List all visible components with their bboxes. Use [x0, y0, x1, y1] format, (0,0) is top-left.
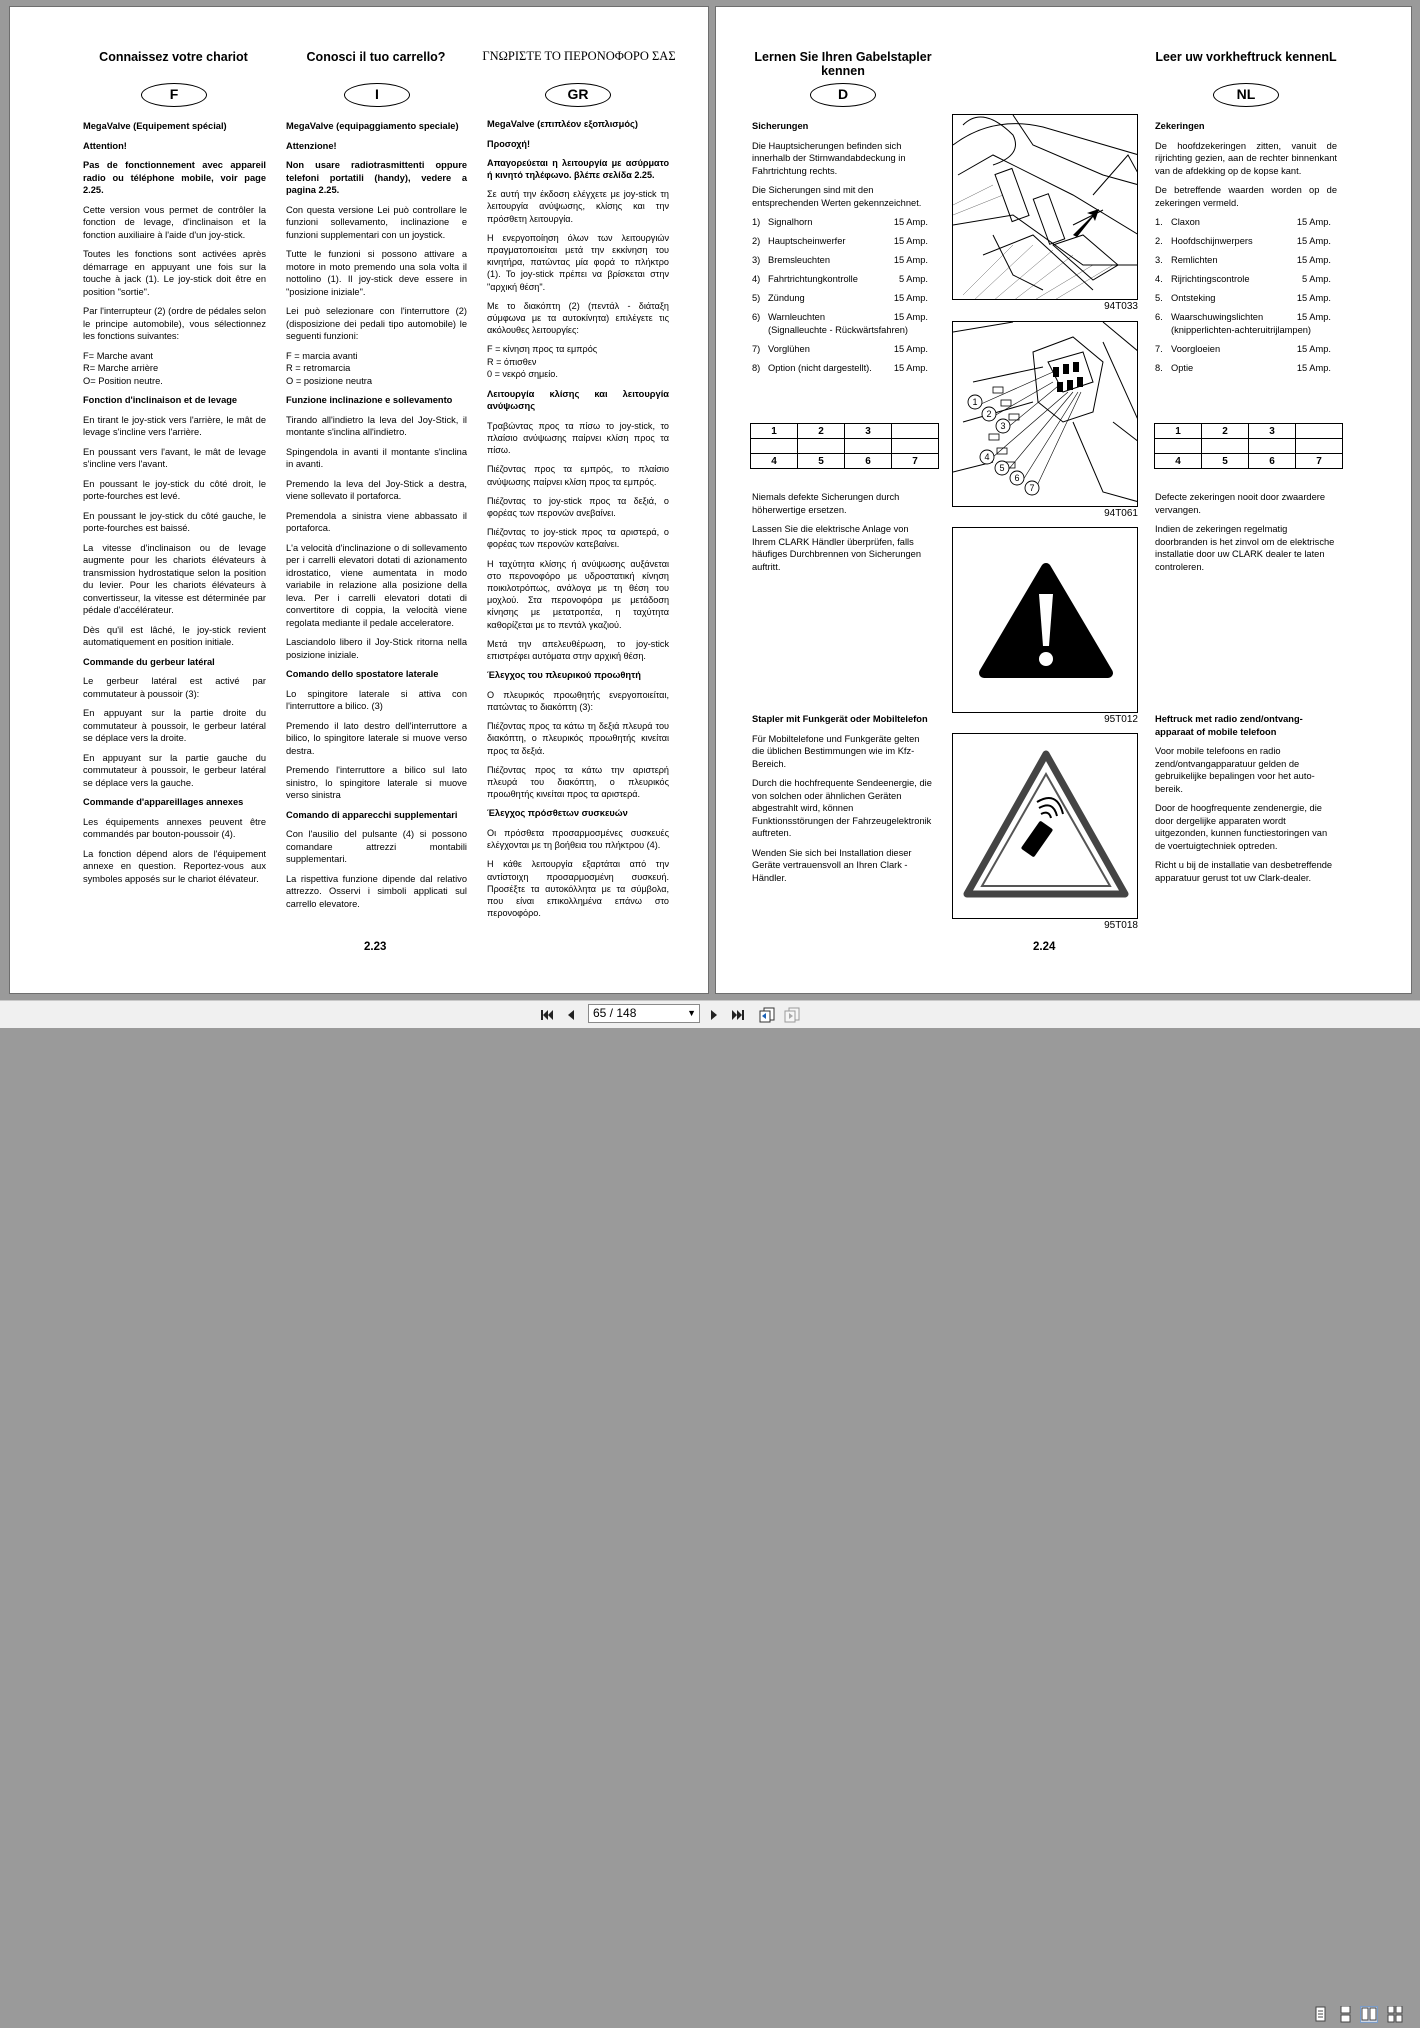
fuse-cell: 7: [1296, 454, 1343, 469]
paragraph: La vitesse d'inclinaison ou de levage augmente pour les chariots élévateurs à transmission hydrostatique selon la position du levier. Pour les chariots élévateurs à convertisseur, la vitesse est déterminée par pédale d'accélérateur.: [83, 542, 266, 615]
heading: Zekeringen: [1155, 121, 1205, 131]
fuse-callout: 5: [999, 463, 1005, 473]
paragraph: Con questa versione Lei può controllare le funzioni sollevamento, inclinazione e funzioni supplementari con un joystick.: [286, 204, 467, 240]
list-item: O = posizione neutra: [286, 375, 373, 386]
fuse-amperage: 15 Amp.: [893, 362, 928, 373]
attention-label: Προσοχή!: [487, 138, 531, 149]
fuse-list-item: [1155, 254, 1337, 267]
fuse-label: Claxon: [1171, 217, 1200, 227]
continuous-facing-view-button[interactable]: [1386, 2006, 1404, 2023]
direction-list: [286, 350, 467, 388]
paragraph: Premendo l'interruttore a bilico sul lato sinistro, lo spingitore laterale si muove verso sinistra: [286, 765, 467, 800]
fuse-label: Hoofdschijnwerpers: [1171, 236, 1253, 246]
fuse-list-item: [1155, 343, 1337, 356]
heading: Commande du gerbeur latéral: [83, 656, 215, 667]
fuse-number: 1): [752, 217, 761, 227]
paragraph: Premendo la leva del Joy-Stick a destra, viene sollevato il portaforca.: [286, 478, 467, 501]
fuse-label: Signalhorn: [768, 217, 813, 227]
paragraph: Πιέζοντας προς τα εμπρός, το πλαίσιο ανύψωσης παίρνει κλίση προς τα εμπρός.: [487, 464, 669, 487]
fuse-list-item: [752, 311, 934, 336]
paragraph: Indien de zekeringen regelmatig doorbranden is het zinvol om de elektrische installatie door uw CLARK dealer te laten controleren.: [1155, 524, 1335, 572]
warning-text: Non usare radiotrasmittenti oppure telefoni portatili (handy), vedere a pagina 2.25.: [286, 160, 467, 195]
direction-list: [487, 343, 669, 381]
paragraph: Door de hoogfrequente zendenergie, die door dergelijke apparaten wordt uitgezonden, kunnen functiestoringen van de voertuigtechniek optreden.: [1155, 803, 1328, 851]
fuse-cell: 5: [1202, 454, 1249, 469]
fuse-list: [1155, 216, 1337, 374]
paragraph: Wenden Sie sich bei Installation dieser Geräte vertrauensvoll an Ihren Clark -Händler.: [752, 847, 912, 883]
fuse-cell: 1: [751, 424, 798, 439]
continuous-facing-icon: [1386, 2006, 1404, 2023]
fuse-callout: 6: [1014, 473, 1020, 483]
fuse-list-item: [1155, 235, 1337, 248]
fuse-cell: [892, 424, 939, 439]
language-badge-nl: NL: [1213, 83, 1279, 107]
list-item: R= Marche arrière: [83, 363, 159, 373]
fuse-amperage: 15 Amp.: [893, 343, 928, 354]
continuous-view-button[interactable]: [1336, 2006, 1354, 2023]
fuse-list-item: [752, 254, 934, 267]
heading: Έλεγχος πρόσθετων συσκευών: [487, 808, 628, 819]
fuse-list-item: [1155, 216, 1337, 229]
fuse-cell: 2: [1202, 424, 1249, 439]
fuse-list-item: [1155, 292, 1337, 305]
figure-caption: 95T012: [1104, 714, 1138, 725]
forward-view-icon: [783, 1007, 801, 1023]
paragraph: Niemals defekte Sicherungen durch höherwertige ersetzen.: [752, 492, 900, 515]
list-item: F = marcia avanti: [286, 350, 358, 361]
paragraph: Tutte le funzioni si possono attivare a motore in moto premendo una sola volta il nottolino (1). Il joy-stick deve essere in "posizione iniziale".: [286, 249, 467, 297]
figure-caption: 95T018: [1104, 920, 1138, 931]
fuse-callout: 2: [986, 409, 992, 419]
figure-fuse-box: [952, 321, 1138, 507]
list-item: O= Position neutre.: [83, 375, 163, 386]
paragraph: Ο πλευρικός προωθητής ενεργοποιείται, πατώντας το διακόπτη (3):: [487, 689, 669, 712]
page-number-value: 65 / 148: [593, 1006, 637, 1020]
fuse-amperage: 15 Amp.: [1296, 217, 1331, 227]
fuse-list-item: [752, 292, 934, 305]
page-2-24: [715, 6, 1412, 994]
column-greek: [487, 118, 669, 926]
list-item: F = κίνηση προς τα εμπρός: [487, 344, 598, 355]
paragraph: Με το διακόπτη (2) (πεντάλ - διάταξη σύμφωνα με τα αυτοκίνητα) επιλέγετε τις ακόλουθες λειτουργίες:: [487, 300, 669, 336]
mobile-phone-warning-icon: [953, 734, 1138, 919]
paragraph: La fonction dépend alors de l'équipement annexe en question. Reportez-vous aux symboles apposés sur le chariot élévateur.: [83, 848, 266, 884]
paragraph: En tirant le joy-stick vers l'arrière, le mât de levage s'incline vers l'arrière.: [83, 414, 266, 437]
paragraph: Πιέζοντας το joy-stick προς τα δεξιά, ο φορέας των περονών ανεβαίνει.: [487, 495, 669, 519]
fuse-label: Waarschuwingslichten: [1171, 312, 1264, 322]
paragraph: Spingendola in avanti il montante s'inclina in avanti.: [286, 446, 467, 469]
paragraph: Premendola a sinistra viene abbassato il portaforca.: [286, 510, 467, 533]
fuse-amperage: 15 Amp.: [893, 236, 928, 246]
fuse-amperage: 15 Amp.: [893, 255, 928, 265]
fuse-list: [752, 216, 934, 374]
fuse-amperage: 15 Amp.: [1296, 343, 1331, 354]
go-forward-view-button[interactable]: [782, 1006, 802, 1024]
column-dutch: [1155, 120, 1337, 381]
fuse-label: Rijrichtingscontrole: [1171, 274, 1250, 284]
paragraph: Lei può selezionare con l'interruttore (2) (disposizione dei pedali tipo automobile) le seguenti funzioni:: [286, 306, 467, 341]
fuse-amperage: 15 Amp.: [1296, 236, 1331, 246]
column-german: [752, 120, 934, 381]
single-page-icon: [1311, 2006, 1329, 2023]
language-badge-d: D: [810, 83, 876, 107]
heading: Commande d'appareillages annexes: [83, 797, 244, 807]
facing-pages-icon: [1361, 2007, 1377, 2022]
paragraph: En appuyant sur la partie gauche du commutateur à poussoir, le gerbeur latéral se déplace vers la gauche.: [83, 752, 266, 788]
column-german-radio: [752, 713, 934, 891]
figure-caption: 94T061: [1104, 508, 1138, 519]
paragraph: Πιέζοντας προς τα κάτω την αριστερή πλευρά του διακόπτη, ο πλευρικός προωθητής κινείται προς τα αριστερά.: [487, 764, 669, 800]
fuse-number: 5): [752, 293, 761, 303]
fuse-number: 2.: [1155, 236, 1163, 246]
paragraph: Μετά την απελευθέρωση, το joy-stick επιστρέφει αυτόματα στην αρχική θέση.: [487, 638, 669, 662]
fuse-list-item: [752, 273, 934, 286]
fuse-list-item: [1155, 311, 1337, 336]
list-item: 0 = νεκρό σημείο.: [487, 369, 558, 380]
paragraph: Πιέζοντας προς τα κάτω τη δεξιά πλευρά του διακόπτη, ο πλευρικός προωθητής κινείται προς τα δεξιά.: [487, 721, 669, 756]
language-badge-gr: GR: [545, 83, 611, 107]
direction-list: [83, 350, 266, 388]
figure-warning-sign: [952, 527, 1138, 713]
fuse-number: 5.: [1155, 293, 1163, 303]
paragraph: Les équipements annexes peuvent être commandés par bouton-poussoir (4).: [83, 816, 266, 839]
paragraph: Par l'interrupteur (2) (ordre de pédales selon le principe automobile), vous sélectionnez les fonctions suivantes:: [83, 306, 266, 341]
fuse-callout: 4: [984, 452, 990, 462]
fuse-layout-table: [1154, 423, 1343, 469]
paragraph: Οι πρόσθετα προσαρμοσμένες συσκευές ελέγχονται με τη βοήθεια του πλήκτρου (4).: [487, 827, 669, 851]
fuse-cell: 4: [1155, 454, 1202, 469]
page-number: 2.24: [1033, 941, 1056, 953]
paragraph: Πιέζοντας το joy-stick προς τα αριστερά, ο φορέας των περονών κατεβαίνει.: [487, 527, 669, 550]
facing-pages-view-button[interactable]: [1360, 2006, 1378, 2023]
fuse-label: Ontsteking: [1171, 293, 1216, 303]
fuse-cell: 6: [845, 454, 892, 469]
heading: Λειτουργία κλίσης και λειτουργία ανύψωσης: [487, 388, 669, 412]
fuse-list-item: [1155, 362, 1337, 375]
fuse-cell: 2: [798, 424, 845, 439]
fuse-number: 8.: [1155, 362, 1163, 373]
fuse-label: Bremsleuchten: [768, 255, 831, 265]
fuse-number: 8): [752, 362, 761, 373]
fuse-callout: 3: [1000, 421, 1006, 431]
fuse-sublabel: (knipperlichten-achteruitrijlampen): [1171, 324, 1312, 335]
figure-dashboard-pedals: [952, 114, 1138, 300]
warning-text: Pas de fonctionnement avec appareil radio ou téléphone mobile, voir page 2.25.: [83, 160, 266, 195]
fuse-list-item: [752, 235, 934, 248]
go-back-view-button[interactable]: [757, 1006, 777, 1024]
paragraph: Die Sicherungen sind mit den entsprechenden Werten gekennzeichnet.: [752, 185, 922, 208]
fuse-number: 3.: [1155, 255, 1163, 265]
fuse-label: Warnleuchten: [768, 312, 826, 322]
heading: Comando dello spostatore laterale: [286, 669, 439, 679]
document-viewer[interactable]: [0, 0, 1420, 1000]
fuse-cell: 3: [1249, 424, 1296, 439]
fuse-sublabel: (Signalleuchte - Rückwärtsfahren): [768, 324, 909, 335]
paragraph: Η κάθε λειτουργία εξαρτάται από την αντίστοιχη προσαρμοσμένη συσκευή. Προσέξτε τα αυτοκόλλητα με τα σύμβολα, που είναι επικολλημένα επάνω στο περονοφόρο.: [487, 859, 669, 919]
fuse-label: Voorgloeien: [1171, 343, 1221, 354]
fuse-amperage: 15 Amp.: [893, 217, 928, 227]
title-french: Connaissez votre chariot: [99, 50, 248, 64]
fuse-cell: 5: [798, 454, 845, 469]
column-dutch-radio: [1155, 713, 1337, 891]
heading: Stapler mit Funkgerät oder Mobiltelefon: [752, 714, 928, 724]
figure-mobile-phone-sign: [952, 733, 1138, 919]
previous-page-icon: [565, 1008, 577, 1022]
paragraph: La rispettiva funzione dipende dal relativo attrezzo. Osservi i simboli applicati sul carrello elevatore.: [286, 873, 467, 909]
paragraph: Die Hauptsicherungen befinden sich innerhalb der Stirnwandabdeckung in Fahrtrichtung rechts.: [752, 140, 906, 176]
paragraph: Dès qu'il est lâché, le joy-stick revient automatiquement en position initiale.: [83, 624, 266, 647]
fuse-number: 6): [752, 312, 761, 322]
attention-label: Attenzione!: [286, 140, 337, 151]
fuse-cell: 6: [1249, 454, 1296, 469]
paragraph: Tirando all'indietro la leva del Joy-Stick, il montante s'inclina all'indietro.: [286, 414, 467, 437]
fuse-callout: 7: [1029, 483, 1035, 493]
paragraph: De betreffende waarden worden op de zekeringen vermeld.: [1155, 185, 1337, 208]
fuse-amperage: 5 Amp.: [899, 274, 928, 284]
paragraph: Le gerbeur latéral est activé par commutateur à poussoir (3):: [83, 676, 266, 699]
paragraph: En poussant le joy-stick du côté droit, le porte-fourches est levé.: [83, 478, 266, 501]
dashboard-pedals-illustration: [953, 115, 1138, 300]
paragraph: Richt u bij de installatie van desbetreffende apparatuur gerust tot uw Clark-dealer.: [1155, 860, 1333, 883]
paragraph: Lo spingitore laterale si attiva con l'interruttore a bilico. (3): [286, 688, 467, 711]
first-page-icon: [540, 1008, 554, 1022]
fuse-label: Vorglühen: [768, 343, 810, 354]
paragraph: En poussant le joy-stick du côté gauche, le porte-fourches est baissé.: [83, 510, 266, 533]
language-badge-f: F: [141, 83, 207, 107]
viewer-toolbar: [0, 1000, 1420, 1028]
fuse-cell: 3: [845, 424, 892, 439]
fuse-label: Fahrtrichtungkontrolle: [768, 274, 858, 284]
fuse-amperage: 15 Amp.: [1296, 255, 1331, 265]
page-2-23: [9, 6, 709, 994]
continuous-page-icon: [1336, 2006, 1354, 2023]
fuse-number: 7): [752, 343, 761, 354]
next-page-button[interactable]: [705, 1006, 723, 1024]
fuse-amperage: 15 Amp.: [1296, 362, 1331, 373]
paragraph: En poussant vers l'avant, le mât de levage s'incline vers l'avant.: [83, 446, 266, 469]
list-item: R = retromarcia: [286, 363, 351, 373]
title-italian: Conosci il tuo carrello?: [306, 50, 446, 64]
fuse-number: 6.: [1155, 312, 1163, 322]
page-number-field[interactable]: [588, 1004, 700, 1023]
fuse-number: 2): [752, 236, 761, 246]
last-page-icon: [731, 1008, 745, 1022]
paragraph: Η ενεργοποίηση όλων των λειτουργιών πραγματοποιείται μετά την εκκίνηση του κινητήρα, πατώντας μία φορά το πλήκτρο (1). Το joy-stick πρέπει να βρίσκεται στην "αρχική θέση".: [487, 232, 669, 292]
paragraph: Defecte zekeringen nooit door zwaardere vervangen.: [1155, 492, 1326, 515]
heading: Έλεγχος του πλευρικού προωθητή: [487, 670, 641, 681]
title-dutch: Leer uw vorkheftruck kennenL: [1155, 50, 1337, 64]
title-greek: ΓΝΩΡΙΣΤΕ ΤΟ ΠΕΡΟΝΟΦΟΡΟ ΣΑΣ: [482, 49, 676, 63]
title-german: Lernen Sie Ihren Gabelstapler kennen: [754, 50, 932, 78]
chevron-down-icon[interactable]: ▼: [687, 1008, 696, 1018]
fuse-amperage: 5 Amp.: [1302, 274, 1331, 284]
fuse-cell: 7: [892, 454, 939, 469]
fuse-number: 3): [752, 255, 761, 265]
fuse-cell: 1: [1155, 424, 1202, 439]
paragraph: Σε αυτή την έκδοση ελέγχετε με joy-stick τη λειτουργία ανύψωσης, κλίσης και την πρόσθετη λειτουργία.: [487, 189, 669, 224]
paragraph: Voor mobile telefoons en radio zend/ontvangapparatuur gelden de gebruikelijke bepalingen voor het auto-bereik.: [1155, 746, 1315, 794]
paragraph: Lasciandolo libero il Joy-Stick ritorna nella posizione iniziale.: [286, 637, 467, 660]
next-page-icon: [708, 1008, 720, 1022]
heading: Heftruck met radio zend/ontvang-apparaat of mobile telefoon: [1155, 714, 1303, 737]
warning-text: Απαγορεύεται η λειτουργία με ασύρματο ή κινητό τηλέφωνο. βλέπε σελίδα 2.25.: [487, 157, 669, 180]
fuse-amperage: 15 Amp.: [893, 293, 928, 303]
paragraph: Toutes les fonctions sont activées après démarrage en appuyant une fois sur la touche à jack (1). Le joy-stick doit être en position "sortie".: [83, 249, 266, 297]
fuse-list-item: [752, 216, 934, 229]
fuse-number: 7.: [1155, 343, 1163, 354]
fuse-layout-table: [750, 423, 939, 469]
last-page-button[interactable]: [729, 1006, 747, 1024]
attention-label: Attention!: [83, 140, 127, 151]
paragraph: L'a velocità d'inclinazione o di sollevamento per i carrelli elevatori dotati di azionamento idrostatico, viene aumentata in modo variabile in relazione alla posizione della leva. Per i carrelli elevatori dotati di convertitore di coppia, la velocità viene regolata mediante il pedale acceleratore.: [286, 542, 467, 628]
paragraph: Durch die hochfrequente Sendeenergie, die von solchen oder ähnlichen Geräten abgestrahlt wird, können Funktionsstörungen der Fahrzeugelektronik auftreten.: [752, 778, 932, 838]
paragraph: Premendo il lato destro dell'interruttore a bilico, lo spingitore laterale si muove verso destra.: [286, 720, 467, 756]
heading: MegaValve (equipaggiamento speciale): [286, 121, 459, 131]
figure-caption: 94T033: [1104, 301, 1138, 312]
heading: MegaValve (Equipement spécial): [83, 121, 227, 131]
page-number: 2.23: [364, 941, 387, 953]
heading: Fonction d'inclinaison et de levage: [83, 395, 238, 405]
warning-triangle-icon: [953, 528, 1138, 713]
fuse-number: 1.: [1155, 217, 1163, 227]
paragraph: Τραβώντας προς τα πίσω το joy-stick, το πλαίσιο ανύψωσης παίρνει κλίση προς τα πίσω.: [487, 420, 669, 456]
column-dutch-lower: [1155, 491, 1337, 580]
column-german-lower: [752, 491, 934, 580]
fuse-amperage: 15 Amp.: [1296, 293, 1331, 303]
paragraph: Con l'ausilio del pulsante (4) si possono comandare attrezzi montabili supplementari.: [286, 829, 467, 864]
fuse-label: Zündung: [768, 293, 805, 303]
heading: Sicherungen: [752, 121, 809, 131]
fuse-number: 4): [752, 274, 761, 284]
back-view-icon: [758, 1007, 776, 1023]
fuse-number: 4.: [1155, 274, 1163, 284]
heading: Funzione inclinazione e sollevamento: [286, 395, 453, 405]
single-page-view-button[interactable]: [1311, 2006, 1329, 2023]
language-badge-i: I: [344, 83, 410, 107]
fuse-label: Hauptscheinwerfer: [768, 236, 846, 246]
first-page-button[interactable]: [538, 1006, 556, 1024]
list-item: F= Marche avant: [83, 350, 154, 361]
paragraph: Cette version vous permet de contrôler la fonction de levage, d'inclinaison et la fonction auxiliaire à l'aide d'un joy-stick.: [83, 204, 266, 240]
paragraph: Für Mobiltelefone und Funkgeräte gelten die üblichen Bestimmungen wie im Kfz-Bereich.: [752, 733, 920, 769]
fuse-label: Optie: [1171, 362, 1194, 373]
fuse-label: Option (nicht dargestellt).: [768, 362, 872, 373]
fuse-amperage: 15 Amp.: [893, 312, 928, 322]
heading: Comando di apparecchi supplementari: [286, 809, 458, 820]
fuse-cell: 4: [751, 454, 798, 469]
fuse-callout: 1: [972, 397, 978, 407]
fuse-cell: [1296, 424, 1343, 439]
paragraph: Lassen Sie die elektrische Anlage von Ihrem CLARK Händler überprüfen, falls häufiges Durchbrennen von Sicherungen auftritt.: [752, 524, 922, 572]
paragraph: En appuyant sur la partie droite du commutateur à poussoir, le gerbeur latéral se déplace vers la droite.: [83, 708, 266, 743]
paragraph: De hoofdzekeringen zitten, vanuit de rijrichting gezien, aan de rechter binnenkant van de afdekking op de kopse kant.: [1155, 140, 1337, 176]
paragraph: Η ταχύτητα κλίσης ή ανύψωσης αυξάνεται στο περονοφόρο με υδροστατική κίνηση ποικιλοτρόπως, ανάλογα με τη θέση του μοχλού. Στα περονοφόρα με μετάδοση κίνησης με μετατροπέα, η ταχύτητα καθορίζεται με το πεντάλ γκαζιού.: [487, 558, 669, 630]
column-french: [83, 120, 266, 892]
fuse-list-item: [1155, 273, 1337, 286]
fuse-amperage: 15 Amp.: [1296, 312, 1331, 322]
previous-page-button[interactable]: [562, 1006, 580, 1024]
fuse-list-item: [752, 362, 934, 375]
list-item: R = όπισθεν: [487, 356, 537, 367]
heading: MegaValve (επιπλέον εξοπλισμός): [487, 119, 638, 129]
column-italian: [286, 120, 467, 917]
fuse-label: Remlichten: [1171, 255, 1218, 265]
fuse-list-item: [752, 343, 934, 356]
